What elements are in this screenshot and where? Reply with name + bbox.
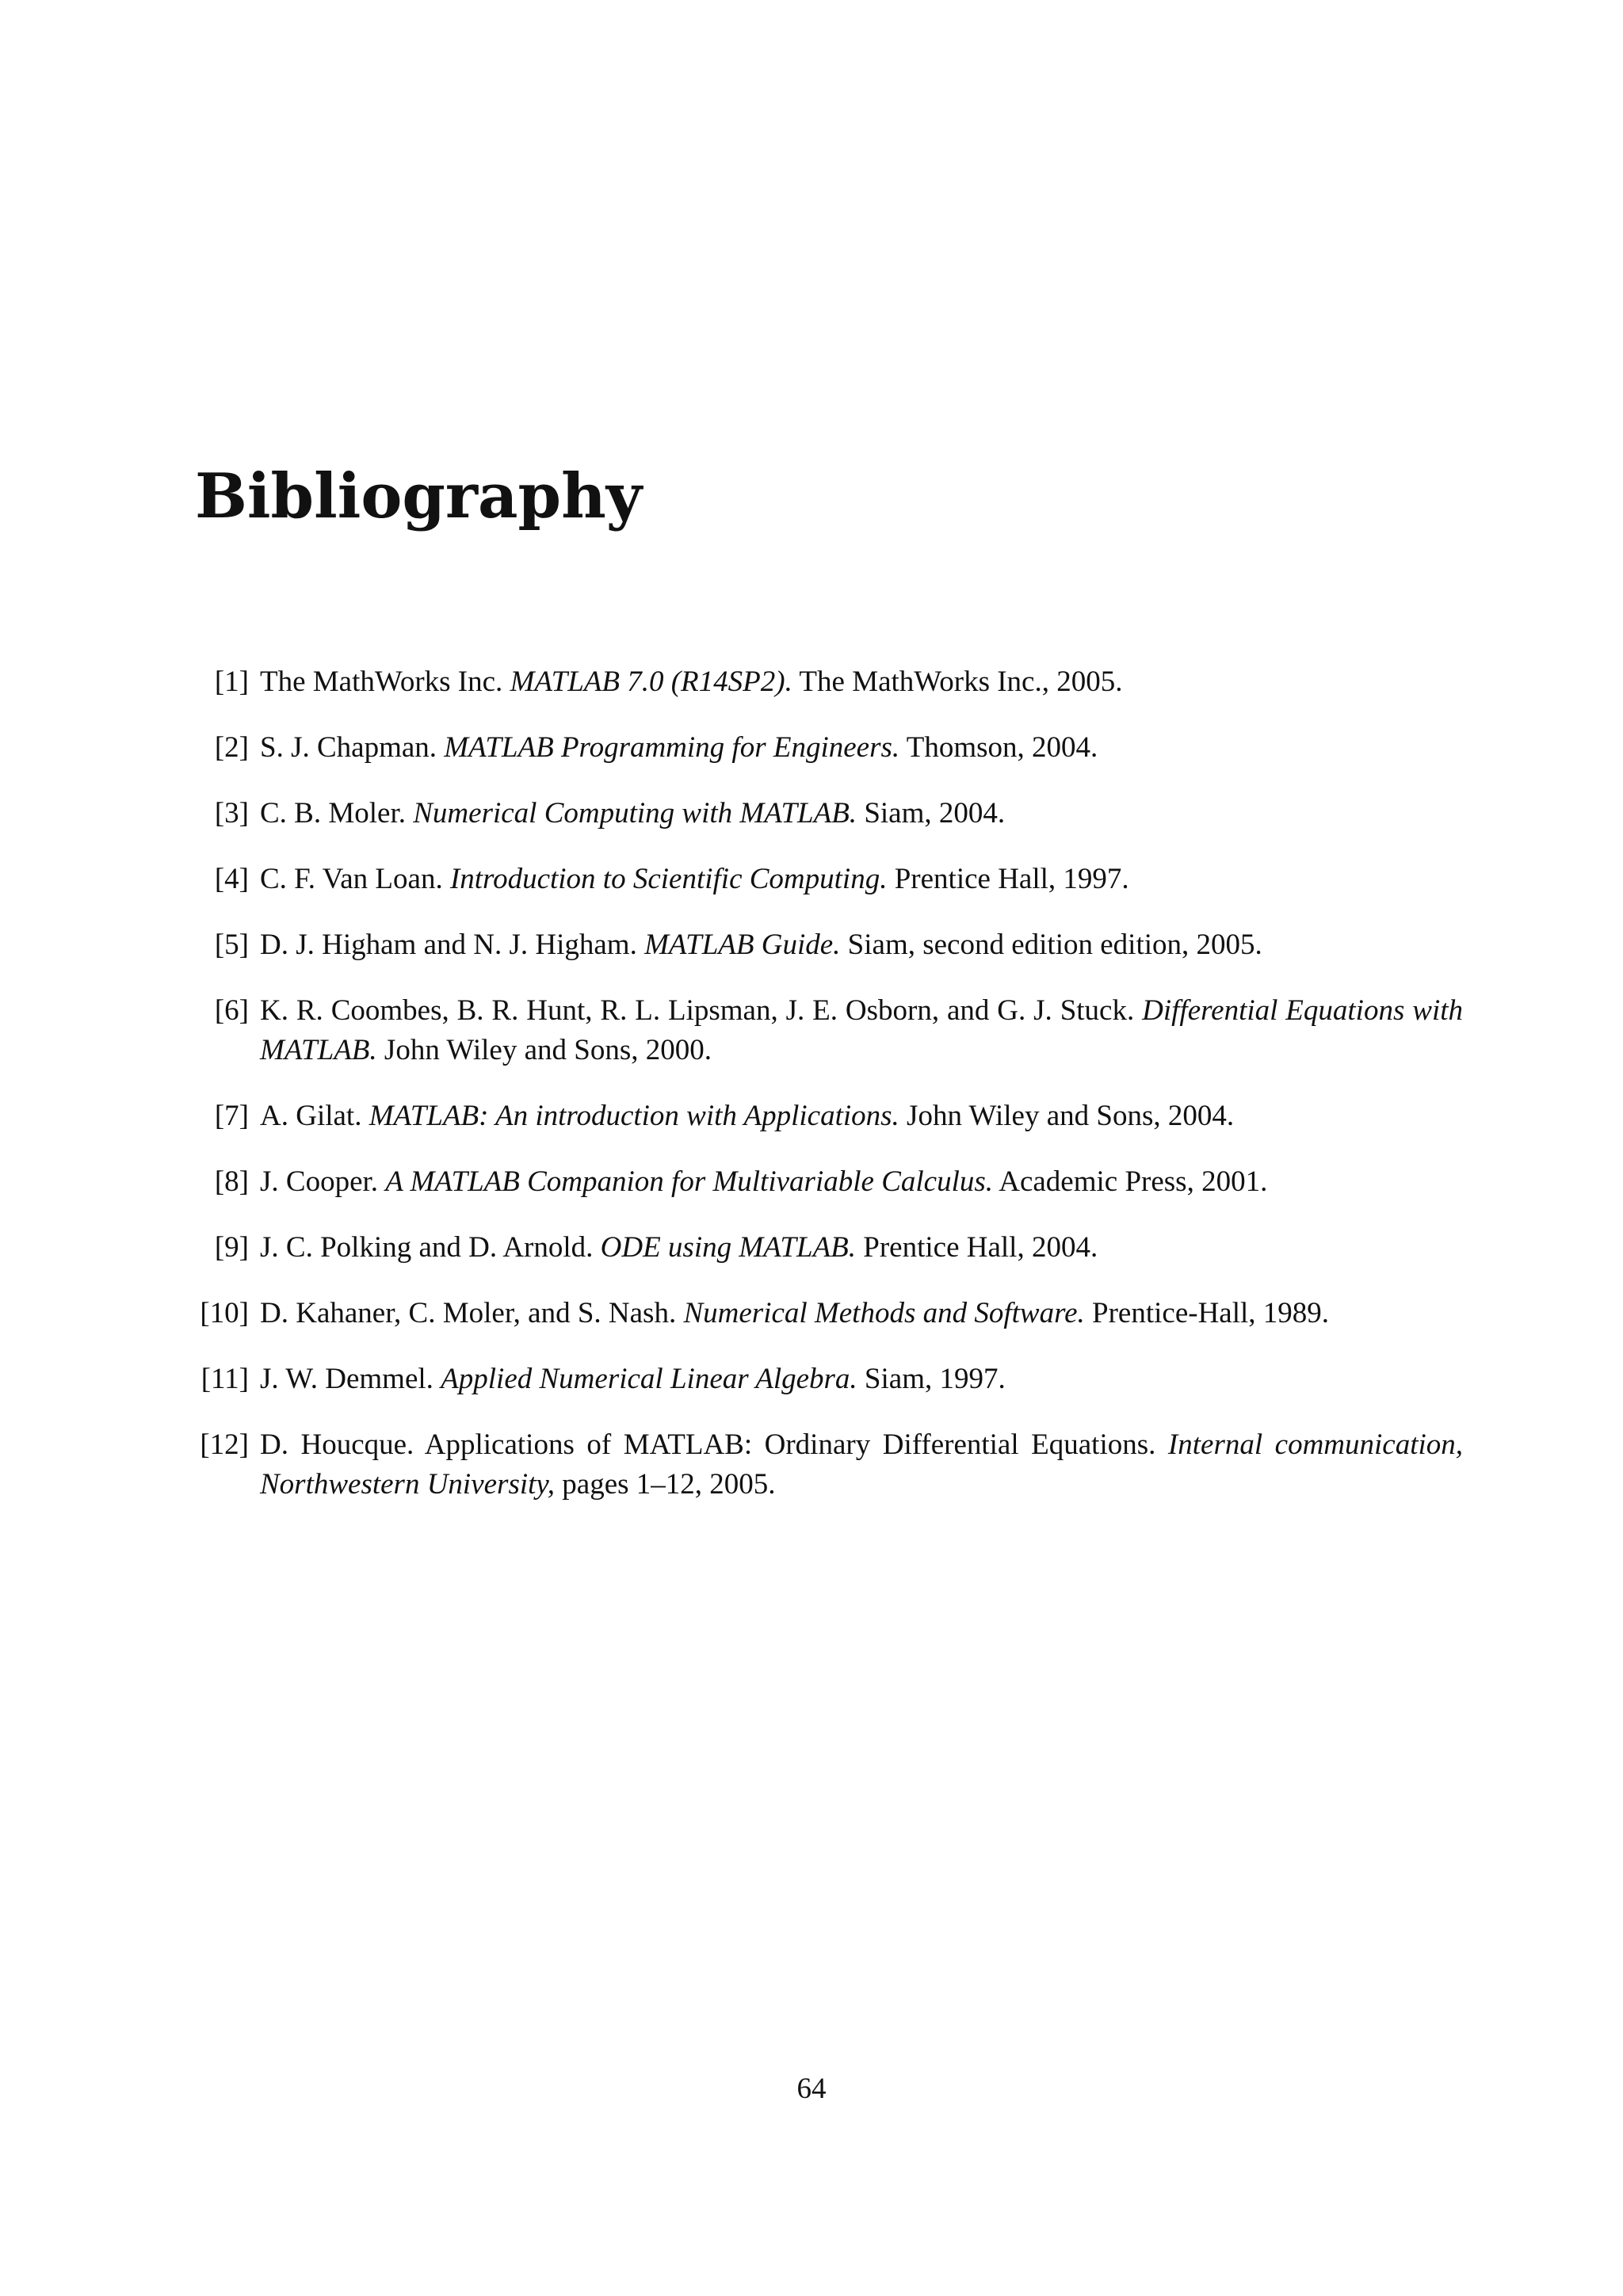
bib-entry-authors: The MathWorks Inc. — [260, 666, 503, 698]
bib-entry-label: [10] — [200, 1297, 249, 1329]
bib-entry-authors: D. Kahaner, C. Moler, and S. Nash. — [260, 1297, 677, 1329]
bib-entry-publisher: The MathWorks Inc., 2005. — [799, 666, 1123, 698]
bib-entry — [195, 991, 1463, 1070]
bib-entry-label: [12] — [200, 1428, 249, 1461]
bib-entry-publisher: pages 1–12, 2005. — [562, 1468, 776, 1501]
bib-entry-title: MATLAB 7.0 (R14SP2). — [510, 666, 792, 698]
bib-entry-label: [1] — [214, 666, 249, 698]
bib-entry-title: Internal communication, Northwestern University, — [260, 1428, 1464, 1501]
bib-entry-authors: C. B. Moler. — [260, 797, 406, 830]
bib-entry-authors: C. F. Van Loan. — [260, 863, 443, 895]
bib-entry-authors: J. C. Polking and D. Arnold. — [260, 1231, 594, 1264]
bib-entry-authors: J. W. Demmel. — [260, 1363, 433, 1395]
bib-entry-publisher: Academic Press, 2001. — [999, 1165, 1268, 1198]
bib-entry-title: Numerical Methods and Software. — [683, 1297, 1085, 1329]
bib-entry-publisher: Thomson, 2004. — [906, 731, 1098, 764]
bib-entry-title: ODE using MATLAB. — [600, 1231, 857, 1264]
bib-entry — [195, 1228, 1463, 1268]
bib-entry-publisher: Prentice Hall, 2004. — [863, 1231, 1098, 1264]
bib-entry-title: A MATLAB Companion for Multivariable Calculus. — [385, 1165, 994, 1198]
bib-entry-publisher: Siam, 2004. — [864, 797, 1006, 830]
bib-entry-label: [2] — [214, 731, 249, 764]
bib-entry-authors: A. Gilat. — [260, 1100, 362, 1132]
bib-entry — [195, 728, 1463, 768]
bib-entry-publisher: Siam, second edition edition, 2005. — [847, 929, 1262, 961]
bib-entry-authors: K. R. Coombes, B. R. Hunt, R. L. Lipsman, J. E. Osborn, and G. J. Stuck. — [260, 994, 1135, 1027]
bibliography-list — [195, 662, 1463, 1531]
bib-entry-authors: D. Houcque. Applications of MATLAB: Ordinary Differential Equations. — [260, 1428, 1156, 1461]
bib-entry — [195, 860, 1463, 899]
bib-entry — [195, 1425, 1463, 1505]
bib-entry-title: MATLAB Guide. — [644, 929, 841, 961]
bib-entry-title: MATLAB Programming for Engineers. — [444, 731, 900, 764]
bib-entry-label: [5] — [214, 929, 249, 961]
bib-entry — [195, 794, 1463, 833]
bib-entry — [195, 1294, 1463, 1333]
bib-entry-authors: J. Cooper. — [260, 1165, 379, 1198]
bib-entry-publisher: John Wiley and Sons, 2004. — [907, 1100, 1235, 1132]
bib-entry-title: Introduction to Scientific Computing. — [449, 863, 888, 895]
bib-entry-label: [3] — [214, 797, 249, 830]
bib-entry-authors: S. J. Chapman. — [260, 731, 437, 764]
page-number: 64 — [796, 2073, 827, 2105]
bib-entry — [195, 1360, 1463, 1399]
bib-entry — [195, 1097, 1463, 1136]
bib-entry-title: Applied Numerical Linear Algebra. — [441, 1363, 857, 1395]
bib-entry-label: [7] — [214, 1100, 249, 1132]
bib-entry-publisher: John Wiley and Sons, 2000. — [384, 1034, 712, 1066]
bib-entry-publisher: Siam, 1997. — [864, 1363, 1006, 1395]
bib-entry-label: [8] — [214, 1165, 249, 1198]
bib-entry-title: Differential Equations with MATLAB. — [260, 994, 1463, 1066]
page-title: Bibliography — [195, 460, 643, 532]
bib-entry-label: [6] — [214, 994, 249, 1027]
bib-entry-label: [11] — [200, 1363, 249, 1395]
bib-entry — [195, 662, 1463, 702]
bib-entry-authors: D. J. Higham and N. J. Higham. — [260, 929, 637, 961]
bib-entry — [195, 1162, 1463, 1202]
bib-entry-title: MATLAB: An introduction with Applications. — [369, 1100, 899, 1132]
bib-entry-label: [9] — [214, 1231, 249, 1264]
bib-entry — [195, 925, 1463, 965]
bib-entry-title: Numerical Computing with MATLAB. — [413, 797, 857, 830]
bib-entry-label: [4] — [214, 863, 249, 895]
bib-entry-publisher: Prentice-Hall, 1989. — [1092, 1297, 1330, 1329]
bib-entry-publisher: Prentice Hall, 1997. — [894, 863, 1129, 895]
